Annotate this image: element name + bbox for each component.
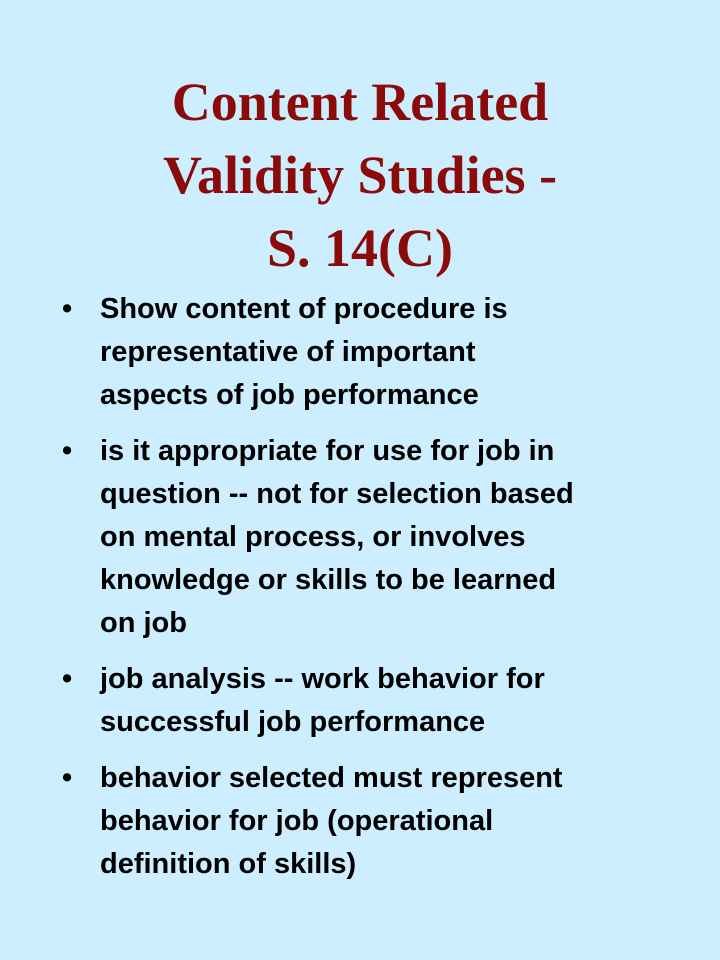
- bullet-line: Show content of procedure is: [100, 293, 508, 325]
- bullet-item-3: [0, 658, 720, 744]
- bullet-item-4: [0, 757, 720, 886]
- bullet-line: knowledge or skills to be learned: [100, 564, 557, 596]
- bullet-text: [100, 658, 720, 744]
- bullet-item-1: [0, 288, 720, 417]
- bullet-list: [0, 288, 720, 899]
- bullet-text: [100, 430, 720, 645]
- bullet-item-2: [0, 430, 720, 645]
- bullet-line: aspects of job performance: [100, 379, 479, 411]
- bullet-marker: •: [62, 762, 73, 794]
- bullet-marker: •: [62, 663, 73, 695]
- bullet-marker: •: [62, 293, 73, 325]
- title-line-2: Validity Studies -: [162, 145, 558, 205]
- bullet-text: [100, 757, 720, 886]
- bullet-line: successful job performance: [100, 706, 486, 738]
- bullet-line: question -- not for selection based: [100, 478, 574, 510]
- bullet-line: on job: [100, 607, 187, 639]
- bullet-line: behavior for job (operational: [100, 805, 494, 837]
- bullet-line: is it appropriate for use for job in: [100, 435, 555, 467]
- title-line-1: Content Related: [171, 72, 549, 132]
- slide-title: [0, 66, 720, 285]
- bullet-text: [100, 288, 720, 417]
- bullet-line: on mental process, or involves: [100, 521, 526, 553]
- bullet-line: job analysis -- work behavior for: [100, 663, 545, 695]
- bullet-marker: •: [62, 435, 73, 467]
- bullet-line: representative of important: [100, 336, 476, 368]
- title-line-3: S. 14(C): [267, 218, 453, 278]
- bullet-line: behavior selected must represent: [100, 762, 563, 794]
- bullet-line: definition of skills): [100, 848, 357, 880]
